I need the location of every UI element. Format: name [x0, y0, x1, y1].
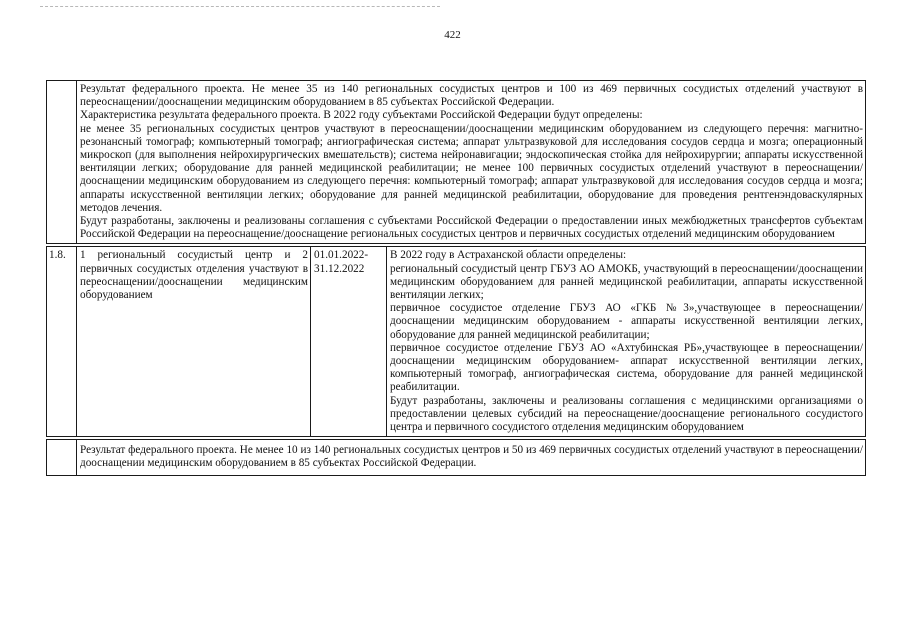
row-dates	[311, 247, 387, 437]
table-row-result-top	[47, 81, 866, 244]
result-text: Результат федерального проекта. Не менее 35 из 140 региональных сосудистых центров и 100 из 469 первичных сосудистых отделений участвуют в переоснащении/дооснащении медицинским оборудованием в 85 субъектах Российской Федерации.	[80, 83, 863, 109]
desc-intro: В 2022 году в Астраханской области определены:	[390, 249, 627, 262]
row-description	[387, 247, 866, 437]
empty-number-cell	[47, 81, 77, 244]
row-number: 1.8.	[47, 247, 77, 437]
date-end: 31.12.2022	[314, 262, 365, 275]
table-row-result-bottom	[47, 440, 866, 475]
desc-regional-center: региональный сосудистый центр ГБУЗ АО АМОКБ, участвующий в переоснащении/дооснащении медицинским оборудованием для ранней медицинской реабилитации, аппараты искусственной вентиляции легких;	[390, 262, 863, 302]
agreements-text: Будут разработаны, заключены и реализованы соглашения с субъектами Российской Федерации о предоставлении иных межбюджетных трансфертов субъектам Российской Федерации на переоснащение/дооснащение региональных сосудистых центров и первичных сосудистых отделений медицинским оборудованием	[80, 215, 863, 241]
result-text: Результат федерального проекта. Не менее 10 из 140 региональных сосудистых центров и 50 из 469 первичных сосудистых отделений участвуют в переоснащении/дооснащении медицинским оборудованием в 85 субъектах Российской Федерации.	[80, 444, 863, 470]
empty-number-cell	[47, 440, 77, 475]
page-number: 422	[444, 29, 461, 41]
characteristic-text: Характеристика результата федерального проекта. В 2022 году субъектами Российской Федерации будут определены:	[80, 109, 643, 122]
desc-agreements: Будут разработаны, заключены и реализованы соглашения с медицинскими организациями о предоставлении целевых субсидий на переоснащение/дооснащение регионального сосудистого центра и первичного сосудистого отделения медицинским оборудованием	[390, 394, 863, 434]
project-table	[46, 80, 866, 476]
desc-pso-ahtuba: первичное сосудистое отделение ГБУЗ АО «Ахтубинская РБ»,участвующее в переоснащении/дооснащении медицинским оборудованием- аппарат искусственной вентиляции легких, компьютерный томограф, ангиографическая система, оборудование для ранней медицинской реабилитации.	[390, 341, 863, 394]
desc-pso-gkb3: первичное сосудистое отделение ГБУЗ АО «ГКБ №3»,участвующее в переоснащении/дооснащении медицинским оборудованием - аппараты искусственной вентиляции легких, оборудование для ранней медицинской реабилитации;	[390, 302, 863, 341]
equipment-list-text: не менее 35 региональных сосудистых центров участвуют в переоснащении/дооснащении медицинским оборудованием из следующего перечня: магнитно-резонансный томограф; компьютерный томограф; ангиографическая система; аппарат ультразвуковой для исследования сосудов сердца и мозга; операционный микроскоп (для выполнения нейрохирургических вмешательств); система нейронавигации; эндоскопическая стойка для нейрохирургии; аппараты искусственной вентиляции легких; оборудование для ранней медицинской реабилитации; не менее 100 первичных сосудистых отделений участвуют в переоснащении/дооснащении медицинским оборудованием из следующего перечня: компьютерный томограф; аппарат ультразвуковой для исследования сосудов сердца и мозга; аппараты искусственной вентиляции легких; оборудование для ранней медицинской реабилитации, оборудование для проведения рентгенэндоваскулярных методов лечения.	[80, 122, 863, 214]
table-row-1-8	[47, 247, 866, 437]
date-start: 01.01.2022-	[314, 249, 369, 262]
scan-top-rule	[40, 6, 440, 7]
result-block-top	[77, 81, 866, 244]
row-name: 1 региональный сосудистый центр и 2 первичных сосудистых отделения участвуют в переоснащении/дооснащении медицинским оборудованием	[77, 247, 311, 437]
result-block-bottom	[77, 440, 866, 475]
